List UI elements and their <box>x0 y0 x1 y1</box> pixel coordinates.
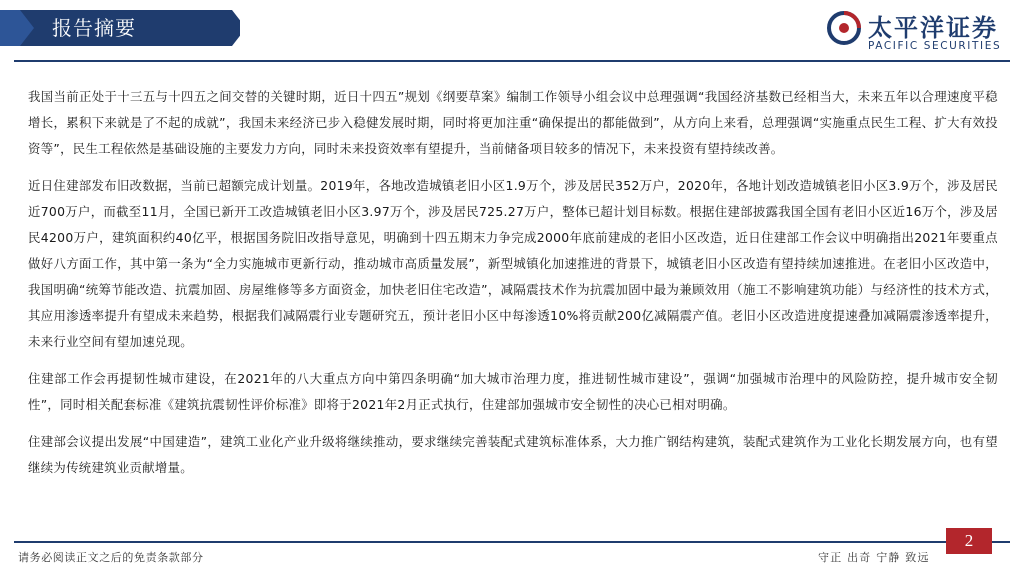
header-divider <box>14 60 1010 62</box>
page-number-badge: 2 <box>946 528 992 554</box>
logo-chinese-name: 太平洋证券 <box>868 14 998 42</box>
title-banner-stripe <box>0 10 36 46</box>
pacific-securities-logo-icon <box>826 10 862 46</box>
paragraph-policy-outlook: 我国当前正处于十三五与十四五之间交替的关键时期，近日十四五”规划《纲要草案》编制工作领导小组会议中总理强调“我国经济基数已经相当大，未来五年以合理速度平稳增长，累积下来就是了不起的成就”，我国未来经济已步入稳健发展时期，同时将更加注重“确保提出的都能做到”，从方向上来看，总理强调“实施重点民生工程、扩大有效投资等”，民生工程依然是基础设施的主要发力方向，同时未来投资效率有望提升，当前储备项目较多的情况下，未来投资有望持续改善。 <box>28 89 998 156</box>
page-title: 报告摘要 <box>52 16 136 40</box>
footer-motto: 守正 出奇 宁静 致远 <box>818 551 930 564</box>
company-logo <box>826 8 1016 52</box>
footer-disclaimer: 请务必阅读正文之后的免责条款部分 <box>18 551 204 564</box>
logo-english-name: PACIFIC SECURITIES <box>868 40 1002 52</box>
summary-body <box>28 84 998 492</box>
paragraph-china-construction: 住建部会议提出发展“中国建造”，建筑工业化产业升级将继续推动，要求继续完善装配式建筑标准体系，大力推广钢结构建筑，装配式建筑作为工业化长期发展方向，也有望继续为传统建筑业贡献增量。 <box>28 434 998 475</box>
footer-divider <box>14 541 1010 543</box>
paragraph-resilient-city: 住建部工作会再提韧性城市建设，在2021年的八大重点方向中第四条明确“加大城市治理力度，推进韧性城市建设”，强调“加强城市治理中的风险防控，提升城市安全韧性”，同时相关配套标准《建筑抗震韧性评价标准》即将于2021年2月正式执行，住建部加强城市安全韧性的决心已相对明确。 <box>28 371 998 412</box>
paragraph-old-community-renovation: 近日住建部发布旧改数据，当前已超额完成计划量。2019年，各地改造城镇老旧小区1.9万个，涉及居民352万户，2020年，各地计划改造城镇老旧小区3.9万个，涉及居民近700万户，而截至11月，全国已新开工改造城镇老旧小区3.97万个，涉及居民725.27万户，整体已超计划目标数。根据住建部披露我国全国有老旧小区近16万个，涉及居民4200万户，建筑面积约40亿平，根据国务院旧改指导意见，明确到十四五期末力争完成2000年底前建成的老旧小区改造，近日住建部工作会议中明确指出2021年要重点做好八方面工作，其中第一条为“全力实施城市更新行动，推动城市高质量发展”，新型城镇化加速推进的背景下，城镇老旧小区改造有望持续加速推进。在老旧小区改造中，我国明确“统筹节能改造、抗震加固、房屋维修等多方面资金，加快老旧住宅改造”，减隔震技术作为抗震加固中最为兼顾效用（施工不影响建筑功能）与经济性的技术方式，其应用渗透率提升有望成未来趋势，根据我们减隔震行业专题研究五，预计老旧小区中每渗透10%将贡献200亿减隔震产值。老旧小区改造进度提速叠加减隔震渗透率提升，未来行业空间有望加速兑现。 <box>28 178 998 349</box>
